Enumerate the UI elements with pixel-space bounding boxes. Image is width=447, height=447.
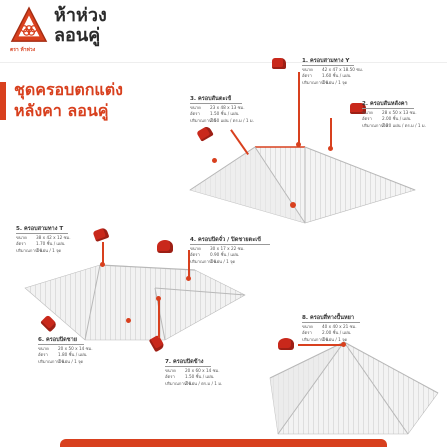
item-2-size: 28 x 50 x 13 ซม. [382,110,417,115]
item-5-title: 5. ครอบสามทาง T [16,226,64,232]
item-7-coverage: 1.50 ชิ้น / แผ่น [185,374,214,380]
ridge-t-tile-icon [93,227,110,242]
item-4-underline [190,244,270,245]
item-4-title: 4. ครอบปิดจั่ว / ปิดชายตะเข้ [190,237,261,243]
item-8-marker [341,342,346,347]
hip-end-marker [290,202,296,208]
item-7-usage: 2 แผ่น / ตร.ม / 1 ม. [185,380,223,386]
item-2-coverage: 2.00 ชิ้น / แผ่น [382,116,411,122]
item-7-specs: ขนาด 20 x 60 x 14 ซม. อัตรา 1.50 ชิ้น / แผ่น ปริมาณการใช้2 แผ่น / ตร.ม / 1 ม. [165,368,223,386]
item-5-coverage: 1.70 ชิ้น / แผ่น [36,241,65,247]
item-3-coverage: 1.50 ชิ้น / แผ่น [210,111,239,117]
title-accent-bar [0,82,6,120]
item-6-specs: ขนาด 20 x 50 x 14 ซม. อัตรา 1.80 ชิ้น / แผ่น ปริมาณการใช้1 แผ่น / 1 จุด [38,346,93,364]
item-1-coverage: 1.60 ชิ้น / แผ่น [322,73,351,79]
item-3-specs: ขนาด 23 x 48 x 13 ซม. อัตรา 1.50 ชิ้น / แผ่น ปริมาณการใช้2.50 แผ่น / ตร.ม / 1 ม. [190,105,254,123]
item-7-size: 20 x 60 x 14 ซม. [185,368,220,373]
item-8-specs: ขนาด 40 x 40 x 21 ซม. อัตรา 2.00 ชิ้น / แผ่น ปริมาณการใช้1 แผ่น / 1 จุด [302,324,357,342]
item-4-coverage: 0.90 ชิ้น / แผ่น [210,252,239,258]
item-6-underline [38,344,84,345]
item-6-size: 20 x 50 x 14 ซม. [58,346,93,351]
item-3-size: 23 x 48 x 13 ซม. [210,105,245,110]
item-7-title: 7. ครอบปิดข้าง [165,359,204,365]
item-8-underline [302,322,360,323]
gable-end-tile-icon [157,240,173,253]
header-divider [0,62,447,63]
item-4-marker [186,276,191,281]
item-5-usage: 1 แผ่น / 1 จุด [36,247,62,253]
item-8-coverage: 2.00 ชิ้น / แผ่น [322,330,351,336]
footer-accent-bar [60,439,387,447]
item-8-size: 40 x 40 x 21 ซม. [322,324,357,329]
item-4-size: 30 x 17 x 22 ซม. [210,246,245,251]
item-2-usage: 2.20 แผ่น / ตร.ม / 1 ม. [382,122,426,128]
item-2-title: 2. ครอบสันหลังคา [362,101,408,107]
page-title-line1: ชุดครอบตกแต่ง [14,80,123,99]
page-title-line2: หลังคา ลอนคู่ [14,101,109,120]
item-5-specs: ขนาด 38 x 42 x 12 ซม. อัตรา 1.70 ชิ้น / แผ่น ปริมาณการใช้1 แผ่น / 1 จุด [16,235,71,253]
item-5-size: 38 x 42 x 12 ซม. [36,235,71,240]
item-1-underline [302,65,354,66]
brand-logo-icon [10,6,48,44]
item-7-marker [156,296,161,301]
item-6-usage: 1 แผ่น / 1 จุด [58,358,84,364]
hip-roof-diagram [185,135,420,225]
brand-name-line2: ลอนคู่ [54,25,101,46]
item-6-marker [126,318,131,323]
item-2-marker [328,146,333,151]
item-1-size: 42 x 47 x 18.50 ซม. [322,67,364,72]
item-2-pointer [330,118,332,148]
item-1-marker [296,142,301,147]
item-6-title: 6. ครอบปิดชาย [38,337,78,343]
item-3-marker [212,158,217,163]
item-8-title: 8. ครอบสี่ทางปั้นหยา [302,315,355,321]
gable-roof-diagram [15,260,250,345]
item-1-title: 1. ครอบสามทาง Y [302,58,350,64]
item-6-coverage: 1.80 ชิ้น / แผ่น [58,352,87,358]
item-4-usage: 1 แผ่น / 1 จุด [210,258,236,264]
item-3-usage: 2.50 แผ่น / ตร.ม / 1 ม. [210,117,254,123]
item-8-pointer [298,344,342,346]
item-4-specs: ขนาด 30 x 17 x 22 ซม. อัตรา 0.90 ชิ้น / แผ่น ปริมาณการใช้1 แผ่น / 1 จุด [190,246,245,264]
item-4-pointer [188,250,190,278]
item-7-underline [165,366,211,367]
item-3-title: 3. ครอบสันตะเข้ [190,96,232,102]
item-5-pointer [102,242,104,264]
item-1-pointer [298,72,300,143]
brand-name-line1: ห้าห่วง [54,5,107,26]
item-1-specs: ขนาด 42 x 47 x 18.50 ซม. อัตรา 1.60 ชิ้น / แผ่น ปริมาณการใช้1 แผ่น / 1 จุด [302,67,364,85]
item-1-usage: 1 แผ่น / 1 จุด [322,79,348,85]
pyramid-roof-diagram [268,338,440,438]
four-way-tile-icon [278,338,294,350]
item-8-usage: 1 แผ่น / 1 จุด [322,336,348,342]
item-5-marker [100,262,105,267]
item-2-underline [362,108,414,109]
item-5-underline [16,233,68,234]
item-7-pointer [158,300,160,338]
item-3-underline [190,103,242,104]
item-2-specs: ขนาด 28 x 50 x 13 ซม. อัตรา 2.00 ชิ้น / แผ่น ปริมาณการใช้2.20 แผ่น / ตร.ม / 1 ม. [362,110,426,128]
ridge-y-tile-icon [272,58,286,69]
brand-subtitle: ตรา ห้าห่วง [10,47,36,53]
